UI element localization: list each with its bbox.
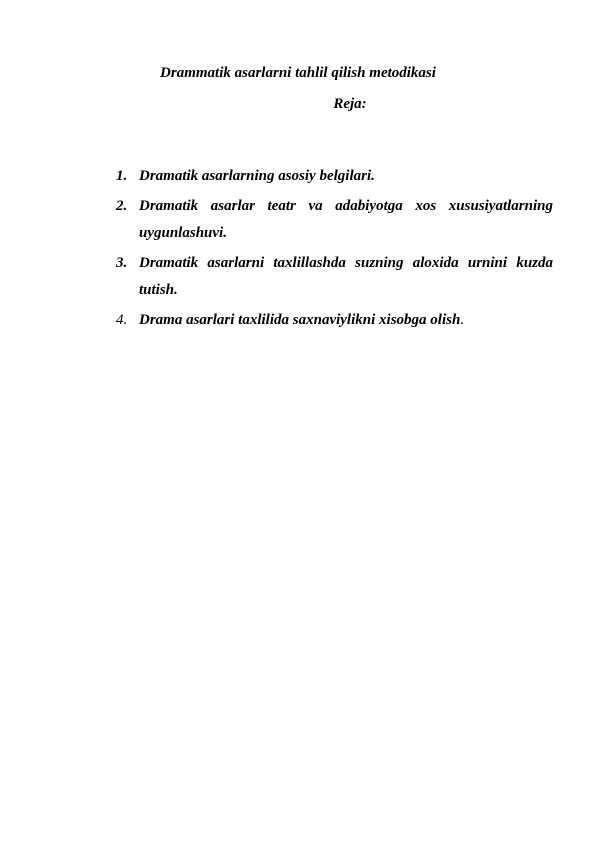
plan-item <box>116 250 553 305</box>
plan-item-number: 2. <box>116 197 128 214</box>
plan-item-text: Dramatik asarlarni taxlillashda suzning aloxida urnini kuzda tutish. <box>139 254 553 298</box>
plan-item-number: 4. <box>116 311 128 328</box>
plan-list <box>116 163 553 336</box>
plan-item-text: Dramatik asarlar teatr va adabiyotga xos xususiyatlarning uygunlashuvi. <box>139 197 553 241</box>
plan-item-number: 3. <box>116 254 128 271</box>
plan-item <box>116 163 553 191</box>
plan-item-text: Dramatik asarlarning asosiy belgilari. <box>139 168 375 184</box>
document-title: Drammatik asarlarni tahlil qilish metodikasi <box>160 65 436 81</box>
plan-item <box>116 307 553 335</box>
plan-item-text: Drama asarlari taxlilida saxnaviylikni xisobga olish <box>139 311 461 328</box>
plan-heading: Reja: <box>333 96 367 112</box>
plan-item-trail: . <box>460 311 465 328</box>
plan-item <box>116 193 553 248</box>
plan-item-number: 1. <box>116 168 128 184</box>
